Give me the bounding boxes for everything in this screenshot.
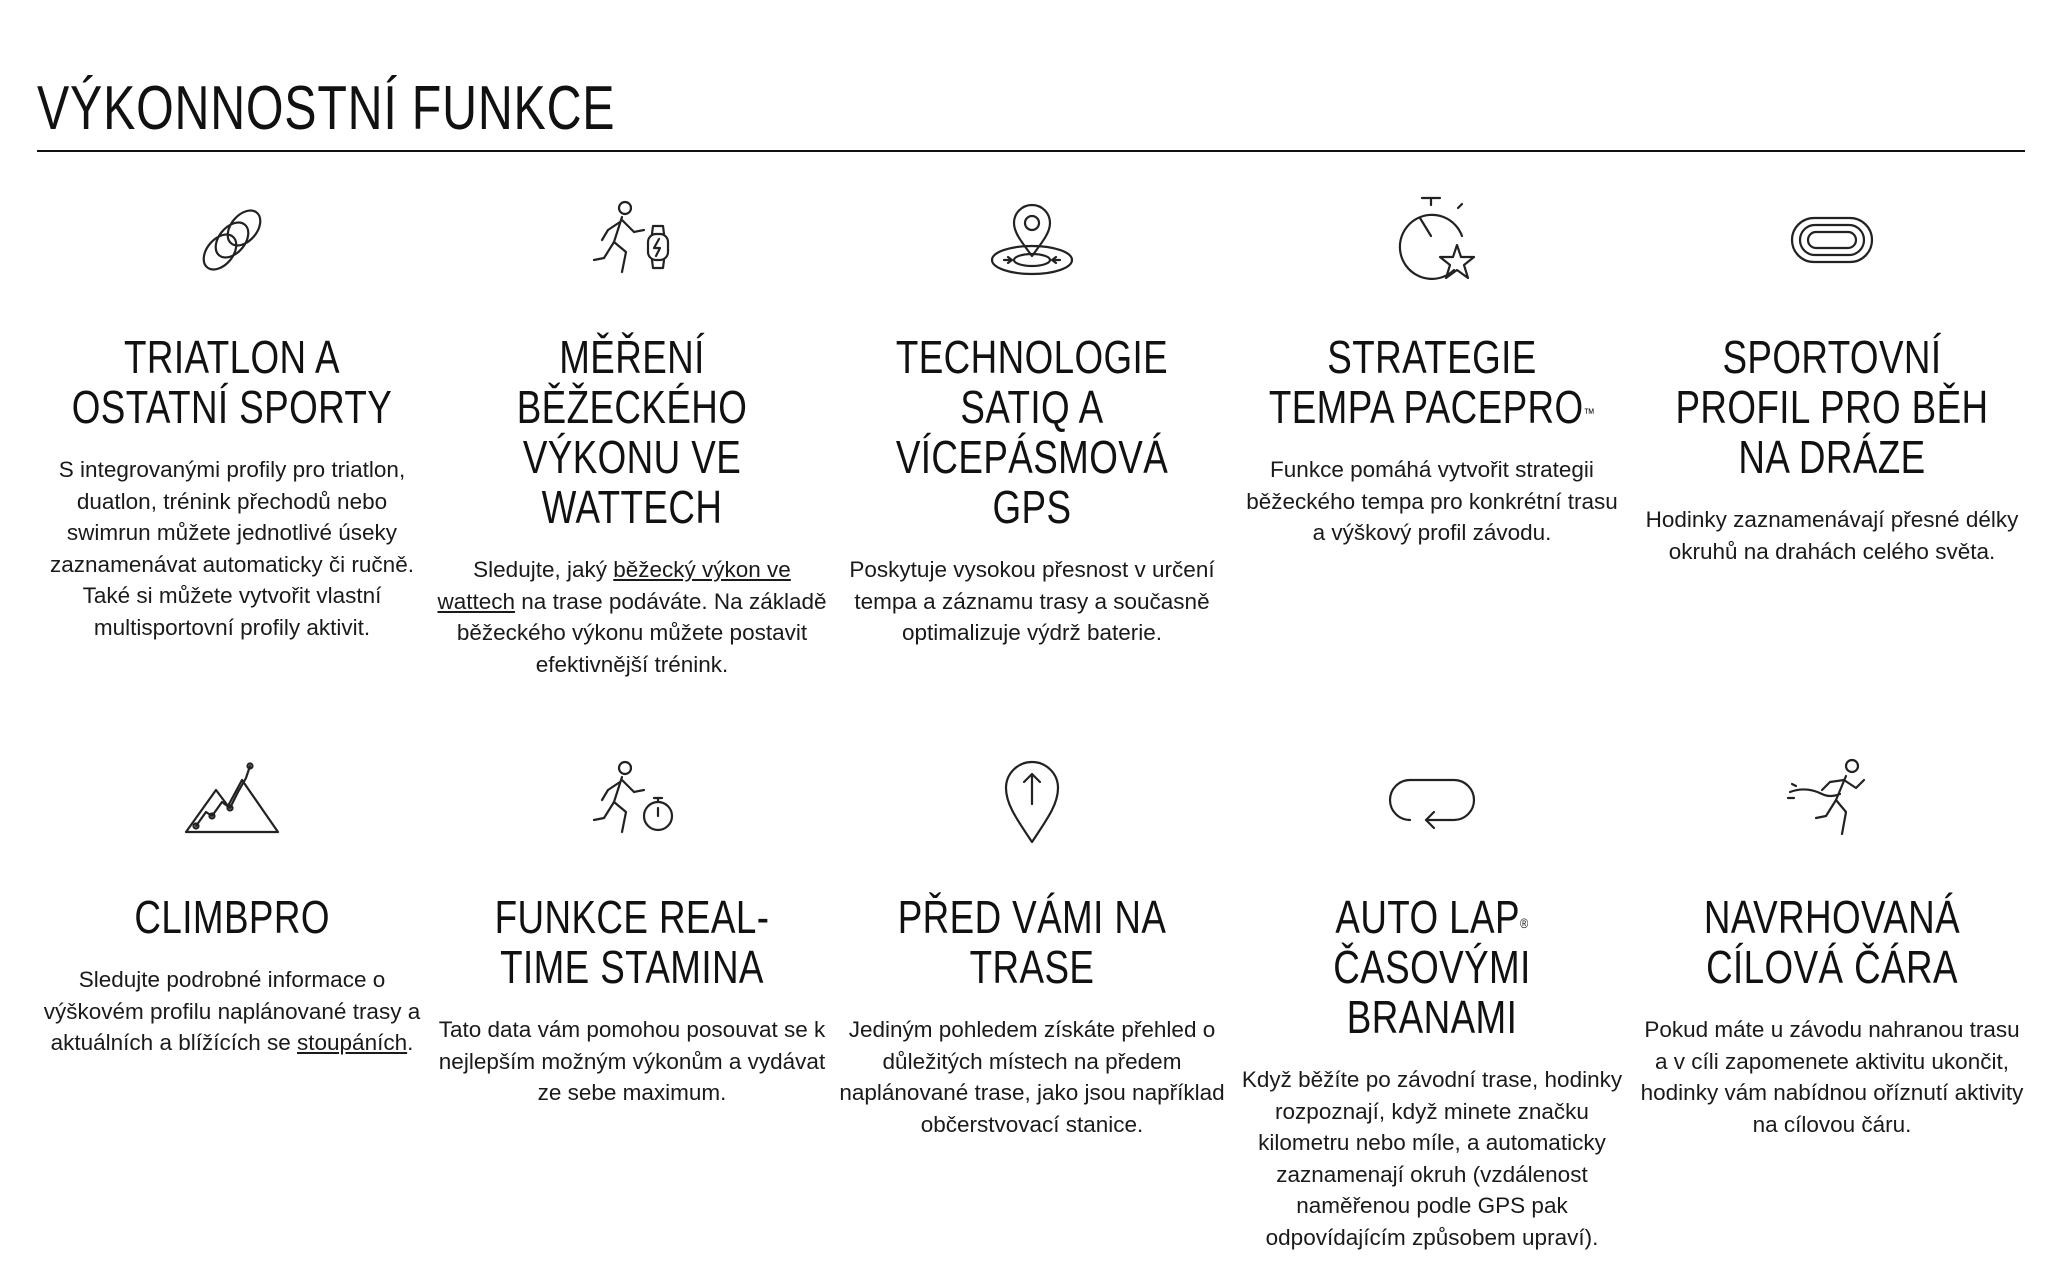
running-power-icon: [582, 190, 682, 290]
mountain-climb-icon: [182, 750, 282, 850]
feature-description: Když běžíte po závodní trase, hodinky rozpoznají, když minete značku kilometru nebo míle, a automaticky zaznamenají okruh (vzdálenost naměřenou podle GPS pak odpovídajícím způsobem upraví).: [1241, 1067, 1623, 1250]
feature-card-auto-lap: [1237, 750, 1627, 1253]
feature-card-up-ahead: [837, 750, 1227, 1140]
section-divider: [37, 150, 2025, 152]
feature-card-triathlon: [37, 190, 427, 643]
running-power-link[interactable]: běžecký výkon ve wattech: [437, 557, 791, 614]
section-title: VÝKONNOSTNÍ FUNKCE: [37, 74, 616, 143]
track-oval-icon: [1782, 190, 1882, 290]
feature-title: AUTO LAP® ČASOVÝMI BRANAMI: [1333, 891, 1531, 1043]
feature-title: MĚŘENÍ BĚŽECKÉHO VÝKONU VE WATTECH: [516, 331, 748, 533]
feature-title: FUNKCE REAL-TIME STAMINA: [494, 891, 770, 993]
feature-description: Hodinky zaznamenávají přesné délky okruhů na drahách celého světa.: [1645, 507, 2019, 564]
feature-description: Pokud máte u závodu nahranou trasu a v cíli zapomenete aktivitu ukončit, hodinky vám nabídnou oříznutí aktivity na cílovou čáru.: [1640, 1017, 2024, 1137]
ascents-link[interactable]: stoupáních: [297, 1030, 408, 1055]
feature-card-track-run: [1637, 190, 2027, 567]
runner-stopwatch-icon: [582, 750, 682, 850]
feature-description: S integrovanými profily pro triatlon, duatlon, trénink přechodů nebo swimrun můžete jednotlivé úseky zaznamenávat automaticky či ručně. Také si můžete vytvořit vlastní multisportovní profily aktivit.: [50, 457, 414, 640]
feature-description: Sledujte, jaký běžecký výkon ve wattech na trase podáváte. Na základě běžeckého výkonu můžete postavit efektivnější trénink.: [437, 557, 827, 677]
finish-line-runner-icon: [1782, 750, 1882, 850]
stopwatch-star-icon: [1382, 190, 1482, 290]
feature-title: TECHNOLOGIE SATIQ A VÍCEPÁSMOVÁ GPS: [895, 331, 1169, 533]
feature-description: Jediným pohledem získáte přehled o důležitých místech na předem naplánované trase, jako jsou například občerstvovací stanice.: [839, 1017, 1225, 1137]
feature-card-satiq: [837, 190, 1227, 649]
triathlon-links-icon: [182, 190, 282, 290]
location-arrow-icon: [982, 750, 1082, 850]
feature-description: Tato data vám pomohou posouvat se k nejlepším možným výkonům a vydávat ze sebe maximum.: [438, 1017, 826, 1105]
feature-card-climbpro: [37, 750, 427, 1059]
feature-title: NAVRHOVANÁ CÍLOVÁ ČÁRA: [1703, 891, 1961, 993]
feature-title: SPORTOVNÍ PROFIL PRO BĚH NA DRÁZE: [1675, 331, 1989, 483]
feature-description: Poskytuje vysokou přesnost v určení tempa a záznamu trasy a současně optimalizuje výdrž baterie.: [849, 557, 1215, 645]
feature-card-running-power: [437, 190, 827, 680]
feature-title: CLIMBPRO: [134, 891, 330, 943]
satiq-gps-icon: [982, 190, 1082, 290]
loop-arrow-icon: [1382, 750, 1482, 850]
feature-card-finish-line: [1637, 750, 2027, 1140]
feature-title: TRIATLON A OSTATNÍ SPORTY: [71, 331, 393, 433]
feature-description: Sledujte podrobné informace o výškovém profilu naplánované trasy a aktuálních a blížících se stoupáních.: [43, 967, 421, 1055]
feature-card-pacepro: [1237, 190, 1627, 549]
feature-title: PŘED VÁMI NA TRASE: [897, 891, 1167, 993]
feature-title: STRATEGIE TEMPA PACEPRO™: [1268, 331, 1596, 433]
feature-description: Funkce pomáhá vytvořit strategii běžeckého tempa pro konkrétní trasu a výškový profil závodu.: [1246, 457, 1618, 545]
feature-card-stamina: [437, 750, 827, 1109]
